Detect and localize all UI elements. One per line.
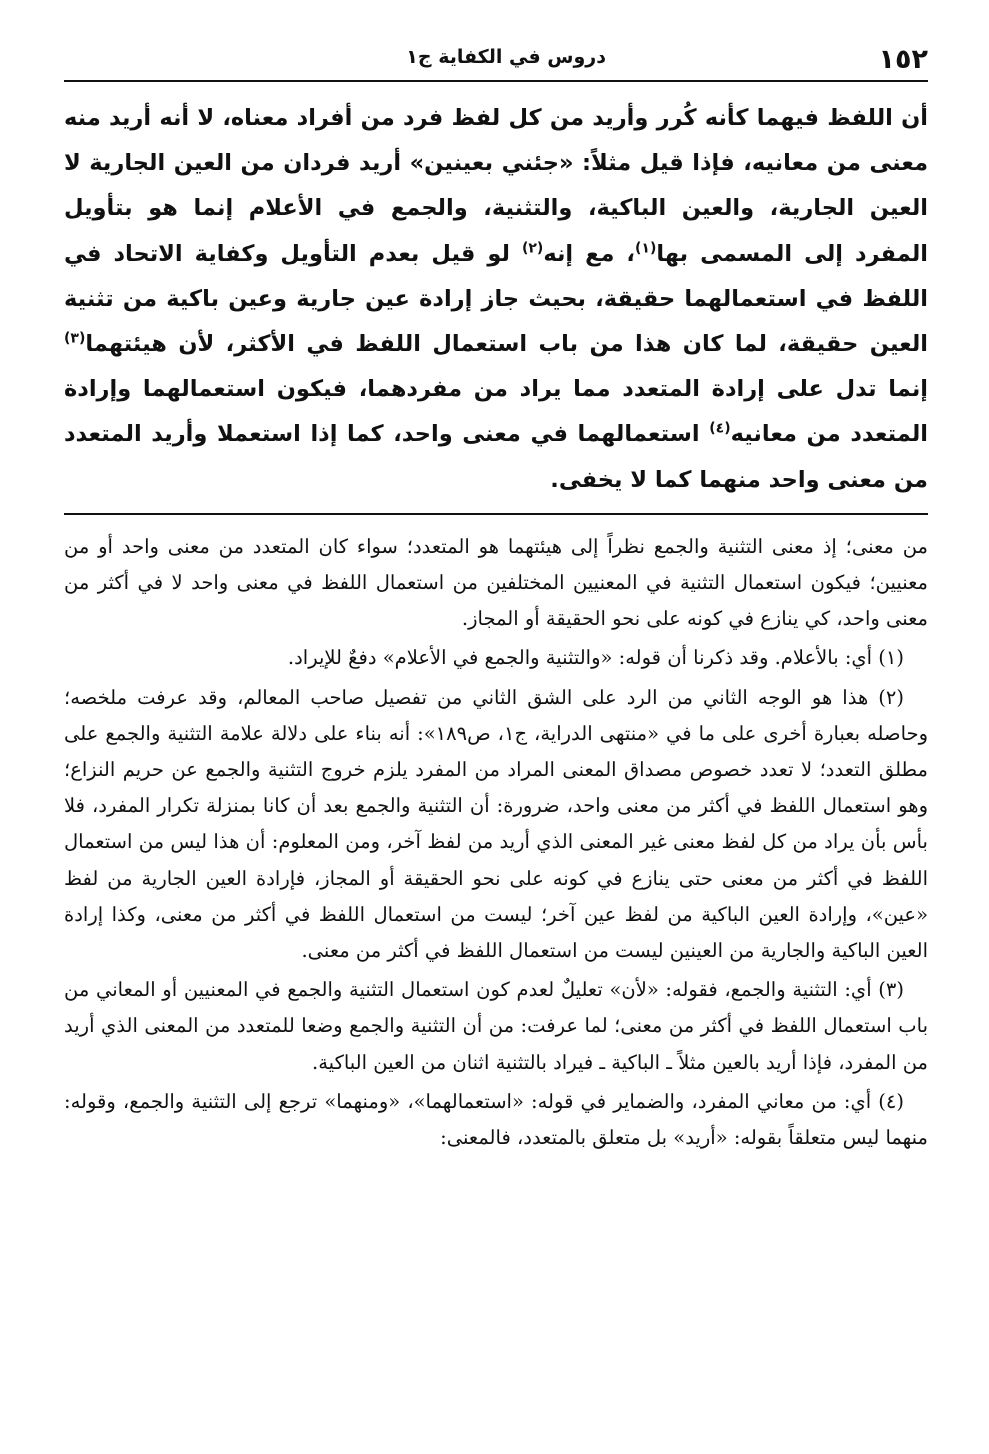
footnote-continuation: من معنى؛ إذ معنى التثنية والجمع نظراً إلى هيئتهما هو المتعدد؛ سواء كان المتعدد من معنى واحد أو من معنيين؛ فيكون استعمال التثنية في المعنيين المختلفين من استعمال اللفظ في معنى واحد لا في أكثر من معنى واحد، كي ينازع في كونه على نحو الحقيقة أو المجاز.	[64, 534, 928, 631]
main-text-part-4: إنما تدل على إرادة المتعدد مما يراد من مفردهما، فيكون استعمالهما وإرادة المتعدد من معانيه	[64, 376, 928, 448]
main-text	[64, 96, 928, 503]
footnote-ref-3: (٣)	[64, 330, 86, 347]
main-text-part-1: أن اللفظ فيهما كأنه كُرر وأريد من كل لفظ فرد من أفراد معناه، لا أنه أريد منه معنى من معانيه، فإذا قيل مثلاً: «جئني بعينين» أريد فردان من العين الجارية لا العين الجارية، والعين الباكية، والتثنية، والجمع في الأعلام إنما هو بتأويل المفرد إلى المسمى بها	[64, 105, 928, 267]
book-page	[64, 38, 928, 1438]
main-text-part-2: ، مع إنه	[543, 240, 635, 267]
footnote-ref-2: (٢)	[521, 240, 544, 257]
footnote-divider	[64, 513, 928, 515]
main-text-part-3: لو قيل بعدم التأويل وكفاية الاتحاد في اللفظ في استعمالهما حقيقة، بحيث جاز إرادة عين جارية وعين باكية من تثنية العين حقيقة، لما كان هذا من باب استعمال اللفظ في الأكثر، لأن هيئتهما	[64, 240, 928, 358]
footnotes	[64, 529, 928, 1156]
page-number: ١٥٢	[878, 43, 928, 75]
footnote-3: (٣) أي: التثنية والجمع، فقوله: «لأن» تعليلٌ لعدم كون استعمال التثنية والجمع في المعنيين أو المعاني من باب استعمال اللفظ في أكثر من معنى؛ لما عرفت: من أن التثنية والجمع وضعا للمتعدد من المعنى الذي أريد من المفرد، فإذا أريد بالعين مثلاً ـ الباكية ـ فيراد بالتثنية اثنان من العين الباكية.	[64, 978, 928, 1074]
footnote-ref-4: (٤)	[709, 420, 731, 437]
main-paragraph	[64, 96, 928, 503]
running-title: دروس في الكفاية ج١	[406, 46, 606, 68]
footnote-1: (١) أي: بالأعلام. وقد ذكرنا أن قوله: «والتثنية والجمع في الأعلام» دفعٌ للإيراد.	[287, 646, 904, 670]
footnote-ref-1: (١)	[634, 240, 657, 257]
page-header	[64, 38, 928, 82]
main-text-part-5: استعمالهما في معنى واحد، كما إذا استعملا وأريد المتعدد من معنى واحد منهما كما لا يخفى.	[64, 421, 928, 493]
footnote-4: (٤) أي: من معاني المفرد، والضماير في قوله: «استعمالهما»، «ومنهما» ترجع إلى التثنية والجمع، وقوله: منهما ليس متعلقاً بقوله: «أريد» بل متعلق بالمتعدد، فالمعنى:	[64, 1089, 928, 1150]
footnote-2: (٢) هذا هو الوجه الثاني من الرد على الشق الثاني من تفصيل صاحب المعالم، وقد عرفت ملخصه؛ وحاصله بعبارة أخرى على ما في «منتهى الدراية، ج١، ص١٨٩»: أنه بناء على دلالة علامة التثنية والجمع على مطلق التعدد؛ لا تعدد خصوص مصداق المعنى المراد من المفرد يلزم خروج التثنية والجمع عن حريم النزاع؛ وهو استعمال اللفظ في أكثر من معنى واحد، ضرورة: أن التثنية والجمع بعد أن كانا بمنزلة تكرار المفرد، فلا بأس بأن يراد من كل لفظ معنى غير المعنى الذي أريد من لفظ آخر، ومن المعلوم: أن هذا ليس من استعمال اللفظ في أكثر من معنى حتى ينازع في كونه على نحو الحقيقة أو المجاز، فإرادة العين الجارية من لفظ «عين»، وإرادة العين الباكية من لفظ عين آخر؛ ليست من استعمال اللفظ في أكثر من معنى، وكذا إرادة العين الباكية والجارية من العينين ليست من استعمال اللفظ في أكثر من معنى.	[64, 685, 928, 963]
